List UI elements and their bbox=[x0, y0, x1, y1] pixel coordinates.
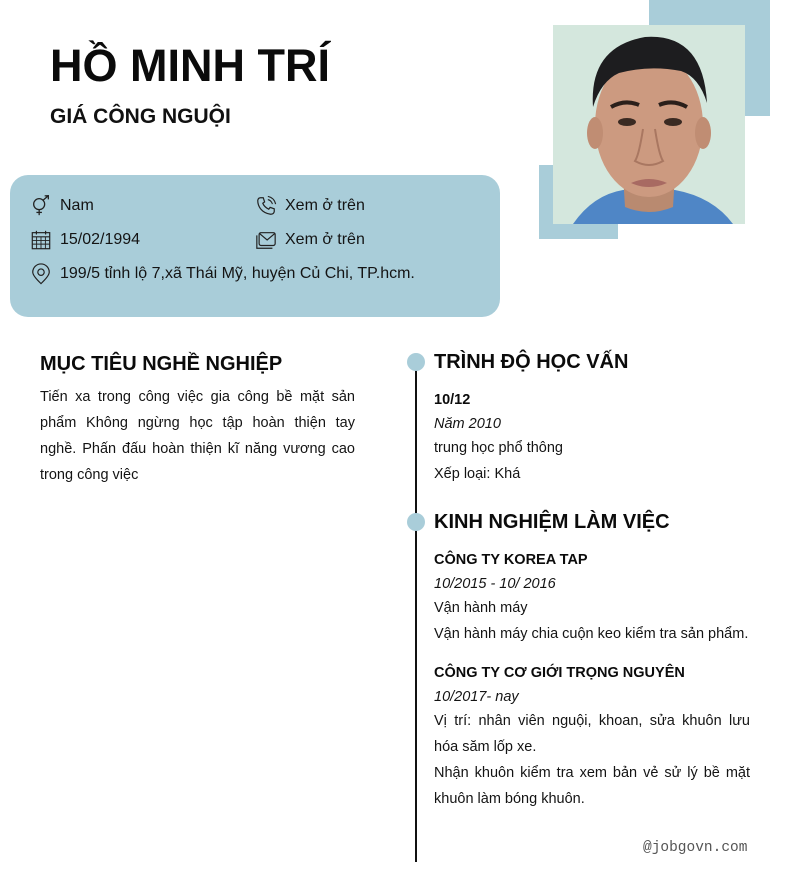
education-item-line: trung học phổ thông bbox=[434, 440, 563, 456]
phone-value[interactable]: Xem ở trên bbox=[285, 197, 365, 214]
contact-email bbox=[255, 229, 365, 251]
contact-info-panel bbox=[10, 175, 500, 317]
timeline-line bbox=[415, 362, 417, 862]
phone-icon bbox=[255, 195, 277, 217]
education-item bbox=[434, 390, 750, 487]
education-item-line: Xếp loại: Khá bbox=[434, 466, 521, 482]
contact-address bbox=[30, 263, 415, 285]
watermark: @jobgovn.com bbox=[643, 840, 748, 856]
location-pin-icon bbox=[30, 263, 52, 285]
experience-item-line: Vận hành máy chia cuộn keo kiểm tra sản phẩm. bbox=[434, 626, 749, 642]
profile-photo bbox=[553, 25, 745, 224]
gender-value: Nam bbox=[60, 197, 94, 214]
experience-item-line: Nhận khuôn kiểm tra xem bản vẻ sử lý bề mặt khuôn làm bóng khuôn. bbox=[434, 765, 750, 807]
birthday-value: 15/02/1994 bbox=[60, 231, 141, 248]
person-photo-illustration bbox=[553, 25, 745, 224]
experience-item-date: 10/2017- nay bbox=[434, 689, 519, 705]
calendar-icon bbox=[30, 229, 52, 251]
experience-title: KINH NGHIỆM LÀM VIỆC bbox=[434, 511, 670, 533]
experience-item-line: Vận hành máy bbox=[434, 600, 528, 616]
contact-gender bbox=[30, 195, 94, 217]
education-title: TRÌNH ĐỘ HỌC VẤN bbox=[434, 351, 629, 373]
candidate-name: HỒ MINH TRÍ bbox=[50, 40, 330, 91]
gender-icon bbox=[30, 195, 52, 217]
address-value: 199/5 tỉnh lộ 7,xã Thái Mỹ, huyện Củ Chi, TP.hcm. bbox=[60, 265, 415, 282]
contact-phone bbox=[255, 195, 365, 217]
education-item-date: Năm 2010 bbox=[434, 416, 501, 432]
experience-item-title: CÔNG TY KOREA TAP bbox=[434, 552, 588, 568]
experience-item-line: Vị trí: nhân viên nguội, khoan, sửa khuôn lưu hóa săm lốp xe. bbox=[434, 713, 750, 755]
timeline-dot-experience bbox=[407, 513, 425, 531]
contact-birthday bbox=[30, 229, 140, 251]
experience-item-title: CÔNG TY CƠ GIỚI TRỌNG NGUYÊN bbox=[434, 665, 685, 681]
mail-icon bbox=[255, 229, 277, 251]
experience-item bbox=[434, 550, 750, 647]
education-item-title: 10/12 bbox=[434, 392, 471, 408]
experience-item-date: 10/2015 - 10/ 2016 bbox=[434, 576, 556, 592]
email-value[interactable]: Xem ở trên bbox=[285, 231, 365, 248]
objective-text: Tiến xa trong công việc gia công bề mặt sản phẩm Không ngừng học tập hoàn thiện tay nghề. Phấn đấu hoàn thiện kĩ năng vương cao trong công việc bbox=[40, 389, 355, 483]
candidate-position: GIÁ CÔNG NGUỘI bbox=[50, 105, 231, 128]
experience-item bbox=[434, 663, 750, 812]
objective-title: MỤC TIÊU NGHỀ NGHIỆP bbox=[40, 353, 283, 375]
timeline-dot-education bbox=[407, 353, 425, 371]
